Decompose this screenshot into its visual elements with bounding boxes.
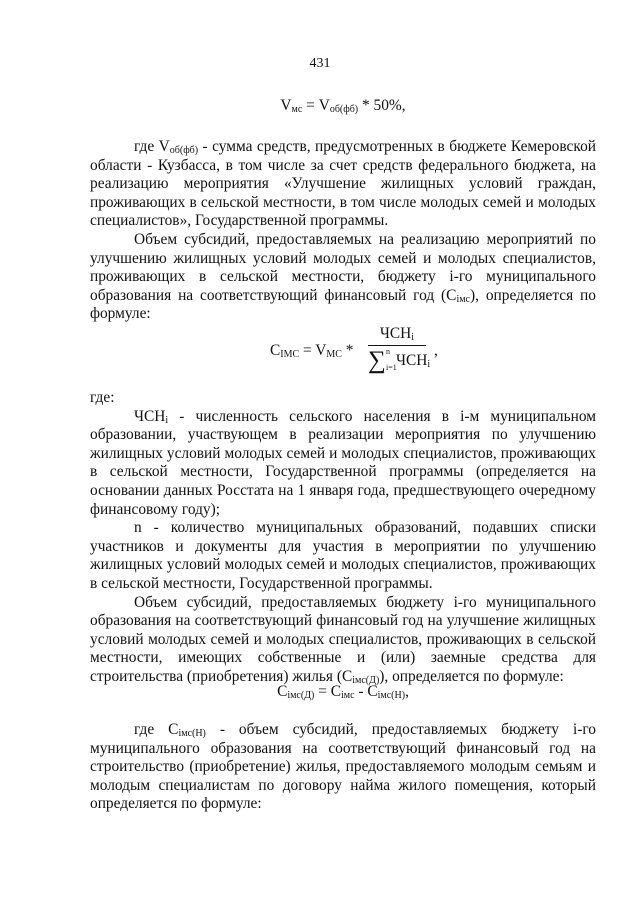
formula-vmc-lhs: V xyxy=(280,97,292,114)
paragraph-where-vob-sub: об(фб) xyxy=(169,145,199,156)
paragraph-subsidy-volume-2-sub: iмс(Д) xyxy=(352,674,380,686)
formula-cimc-tail: , xyxy=(434,342,438,359)
paragraph-where-cimc-n xyxy=(90,721,596,814)
where-label: где: xyxy=(90,389,115,406)
paragraph-subsidy-volume-2-text: Объем субсидий, предоставляемых бюджету i-го муниципального образования на соответствующий финансовый год на улучшение жилищных условий молодых семей и молодых специалистов, проживающих в сельской местности, имеющих собственные и (или) заемные средства для строительства (приобретения) жилья (С xyxy=(90,593,596,685)
fraction-numerator-text: ЧСН xyxy=(379,325,412,342)
sum-upper-limit: n xyxy=(386,347,390,356)
fraction-denominator-text: ЧСН xyxy=(396,352,428,369)
fraction-numerator xyxy=(366,325,428,345)
paragraph-where-vob xyxy=(90,138,596,231)
paragraph-where-cimc-n-sub: iмс(Н) xyxy=(178,728,206,739)
formula-vmc-tail: * 50%, xyxy=(358,97,406,114)
paragraph-subsidy-volume-1-text: Объем субсидий, предоставляемых на реализацию мероприятий по улучшению жилищных условий молодых семей и молодых специалистов, проживающих в сельской местности, бюджету i-го муниципального образования на соответствующий финансовый год (С xyxy=(90,230,596,304)
formula-cimc-op: * xyxy=(341,342,354,359)
paragraph-subsidy-volume-2 xyxy=(90,594,596,687)
text-block-2 xyxy=(90,389,596,687)
paragraph-chsn-text: - численность сельского населения в i-м муниципальном образовании, участвующем в реализации мероприятия по улучшению жилищных условий молодых семей и молодых специалистов, проживающих в сельской местности, Государственной программы (определяется на основании данных Росстата на 1 января года, предшествующего очередному финансовому году); xyxy=(90,407,596,518)
formula-cimc-d-c-sub: iмс(Н) xyxy=(377,690,406,701)
paragraph-chsn-term-sub: i xyxy=(165,414,169,426)
formula-cimc-c-sub: IMC xyxy=(280,349,300,360)
paragraph-where-vob-text: - сумма средств, предусмотренных в бюджете Кемеровской области - Кузбасса, в том числе за счет средств федерального бюджета, на реализацию мероприятия «Улучшение жилищных условий граждан, проживающих в сельской местности, в том числе молодых семей и молодых специалистов», Государственной программы. xyxy=(90,138,596,230)
fraction-numerator-sub: i xyxy=(411,332,415,343)
formula-cimc-eq: = V xyxy=(299,342,327,359)
text-block-1 xyxy=(90,138,596,324)
formula-cimc-d-a-sub: iмс(Д) xyxy=(287,690,315,701)
formula-cimc-lhs xyxy=(270,342,354,361)
formula-vmc-eq: = V xyxy=(302,97,330,114)
paragraph-subsidy-volume-2-tail: ), определяется по формуле: xyxy=(379,667,564,685)
formula-cimc-d xyxy=(90,683,596,702)
text-block-3 xyxy=(90,721,596,814)
fraction-denominator-sub: i xyxy=(427,359,431,370)
sum-lower-limit: i=1 xyxy=(386,363,397,372)
formula-cimc-d-a: С xyxy=(277,683,288,700)
formula-cimc-d-minus: - С xyxy=(354,683,378,700)
formula-cimc-d-b-sub: iмс xyxy=(341,690,355,701)
sum-symbol: ∑ xyxy=(368,347,386,374)
formula-vmc-lhs-sub: мс xyxy=(291,104,303,115)
paragraph-subsidy-volume-1-tail: ), определяется по формуле: xyxy=(90,286,596,323)
paragraph-where-cimc-n-text: - объем субсидий, предоставляемых бюджету i-го муниципального образования на соответствующий финансовый год на строительство (приобретение) жилья, предоставляемого молодым семьям и молодым специалистам по договору найма жилого помещения, который определяется по формуле: xyxy=(90,721,596,813)
paragraph-where-vob-lead: где V xyxy=(134,138,170,155)
formula-vmc xyxy=(90,97,596,116)
paragraph-subsidy-volume-1-sub: iмс xyxy=(456,293,470,305)
paragraph-subsidy-volume-1 xyxy=(90,231,596,324)
page-number: 431 xyxy=(309,56,331,71)
formula-cimc-c: С xyxy=(270,342,281,359)
formula-cimc xyxy=(270,325,510,381)
formula-cimc-fraction xyxy=(366,325,431,378)
paragraph-where-cimc-n-lead: где С xyxy=(134,721,179,738)
paragraph-chsn-term: ЧСН xyxy=(134,407,166,425)
fraction-denominator xyxy=(366,346,431,378)
formula-cimc-d-tail: , xyxy=(405,683,409,700)
formula-cimc-v-sub: MC xyxy=(326,349,342,360)
paragraph-n: n - количество муниципальных образований, подавших списки участников и документы для участия в мероприятии по улучшению жилищных условий молодых семей и молодых специалистов, проживающих в сельской местности, Государственной программы. xyxy=(90,519,596,592)
paragraph-chsn xyxy=(90,408,596,520)
fraction-denominator-term xyxy=(396,352,430,371)
formula-vmc-rhs-sub: об(фб) xyxy=(329,104,359,115)
formula-cimc-d-eq: = С xyxy=(314,683,341,700)
